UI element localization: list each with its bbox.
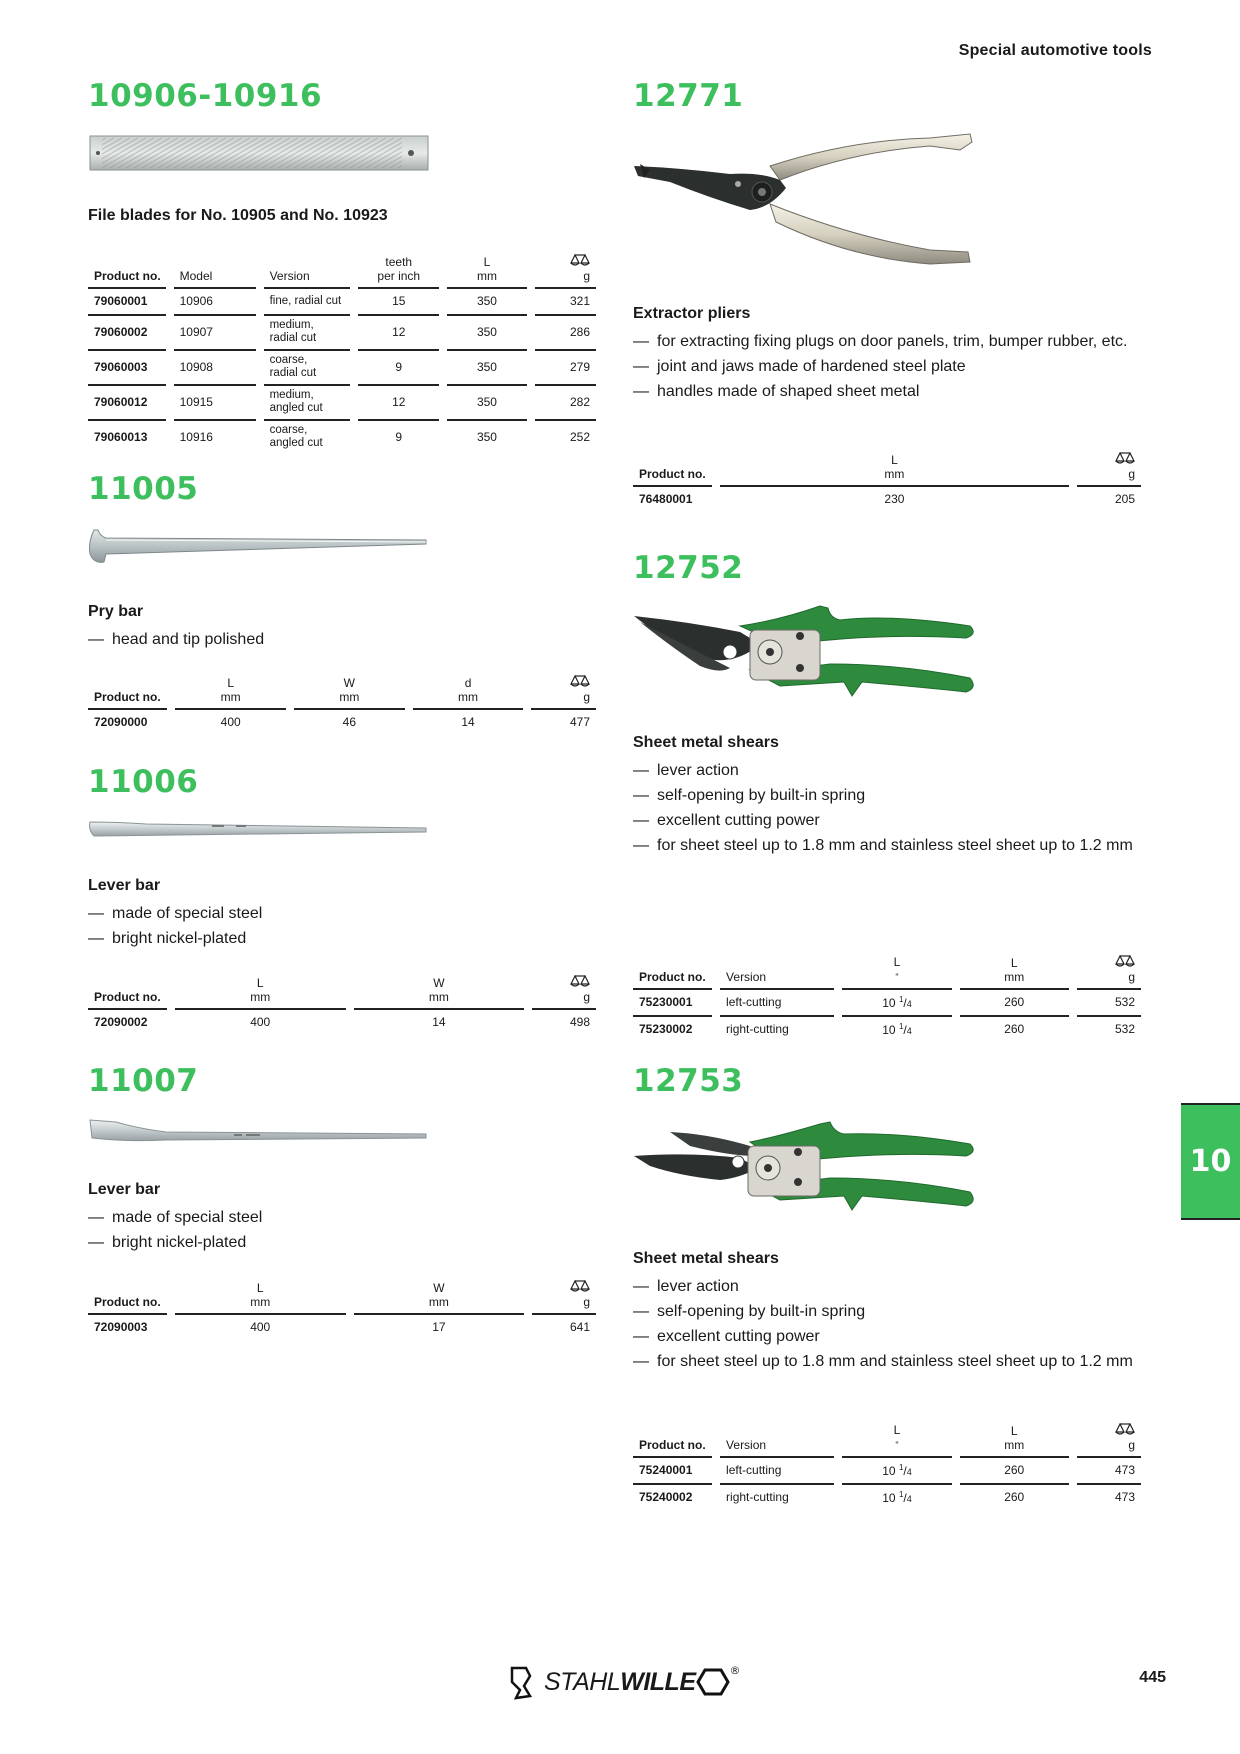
cell-width: 46 bbox=[294, 708, 405, 735]
section-number-10906: 10906-10916 bbox=[88, 78, 323, 114]
list-item: — lever action bbox=[633, 1278, 739, 1295]
product-title-12753: Sheet metal shears bbox=[633, 1250, 779, 1267]
header-length-inch: L " bbox=[893, 955, 901, 982]
table-row bbox=[88, 349, 596, 384]
bullet-list-11005 bbox=[88, 627, 588, 652]
table-row bbox=[88, 1008, 596, 1035]
cell-version: medium, angled cut bbox=[264, 384, 351, 419]
header-version: Version bbox=[726, 1438, 767, 1452]
list-item: — joint and jaws made of hardened steel plate bbox=[633, 358, 966, 375]
table-row bbox=[88, 708, 596, 735]
list-item: — bright nickel-plated bbox=[88, 930, 247, 947]
header-length: L mm bbox=[884, 453, 905, 481]
header-product-no: Product no. bbox=[94, 690, 161, 704]
header-product-no: Product no. bbox=[94, 269, 161, 283]
table-row bbox=[88, 1313, 596, 1340]
cell-width: 17 bbox=[354, 1313, 525, 1340]
list-item: — head and tip polished bbox=[88, 631, 265, 648]
hex-nut-icon bbox=[696, 1664, 730, 1700]
section-number-12753: 12753 bbox=[633, 1063, 744, 1099]
header-product-no: Product no. bbox=[94, 1295, 161, 1309]
spec-table-12753 bbox=[625, 1421, 1149, 1510]
cell-product-no: 79060012 bbox=[88, 384, 166, 419]
cell-product-no: 72090002 bbox=[88, 1008, 167, 1035]
cell-weight: 205 bbox=[1077, 485, 1141, 512]
list-item: — excellent cutting power bbox=[633, 1328, 820, 1345]
chapter-tab: 10 bbox=[1181, 1103, 1240, 1220]
section-number-11007: 11007 bbox=[88, 1063, 199, 1099]
weight-scale-icon bbox=[570, 975, 590, 987]
list-item: — self-opening by built-in spring bbox=[633, 787, 866, 804]
header-length: L mm bbox=[250, 976, 271, 1004]
bullet-list-11006 bbox=[88, 901, 588, 951]
cell-length-mm: 260 bbox=[960, 1483, 1069, 1510]
pry-bar-image bbox=[86, 524, 432, 570]
weight-scale-icon bbox=[570, 254, 590, 266]
cell-length: 230 bbox=[720, 485, 1069, 512]
header-length-mm: L mm bbox=[1004, 1424, 1025, 1452]
cell-version: left-cutting bbox=[720, 988, 834, 1015]
cell-version: right-cutting bbox=[720, 1483, 834, 1510]
cell-product-no: 72090003 bbox=[88, 1313, 167, 1340]
cell-product-no: 79060001 bbox=[88, 287, 166, 314]
header-length: L mm bbox=[220, 676, 241, 704]
weight-scale-icon bbox=[1115, 1423, 1135, 1435]
section-number-12752: 12752 bbox=[633, 550, 744, 586]
list-item: — self-opening by built-in spring bbox=[633, 1303, 866, 1320]
table-row bbox=[88, 314, 596, 349]
cell-product-no: 79060013 bbox=[88, 419, 166, 454]
cell-model: 10915 bbox=[174, 384, 256, 419]
table-row bbox=[88, 287, 596, 314]
header-width: W mm bbox=[428, 1281, 449, 1309]
spec-table-12771 bbox=[625, 450, 1149, 512]
cell-length: 350 bbox=[447, 287, 527, 314]
product-title-11006: Lever bar bbox=[88, 877, 161, 894]
cell-version: fine, radial cut bbox=[264, 287, 351, 314]
cell-product-no: 75230001 bbox=[633, 988, 712, 1015]
cell-length: 350 bbox=[447, 384, 527, 419]
header-product-no: Product no. bbox=[639, 970, 706, 984]
section-number-12771: 12771 bbox=[633, 78, 744, 114]
list-item: — excellent cutting power bbox=[633, 812, 820, 829]
list-item: — for sheet steel up to 1.8 mm and stainless steel sheet up to 1.2 mm bbox=[633, 1353, 1133, 1370]
header-length-mm: L mm bbox=[1004, 956, 1025, 984]
weight-scale-icon bbox=[570, 1280, 590, 1292]
cell-length-mm: 260 bbox=[960, 1456, 1069, 1483]
header-weight: g bbox=[532, 973, 596, 1008]
spec-table-11005 bbox=[80, 673, 604, 735]
header-weight: g bbox=[1077, 953, 1141, 988]
table-row bbox=[633, 1456, 1141, 1483]
stahlwille-logo bbox=[508, 1662, 741, 1702]
bullet-list-12771 bbox=[633, 329, 1153, 404]
cell-product-no: 75230002 bbox=[633, 1015, 712, 1042]
list-item: — made of special steel bbox=[88, 905, 263, 922]
weight-scale-icon bbox=[1115, 955, 1135, 967]
bullet-list-12753 bbox=[633, 1274, 1153, 1374]
cell-product-no: 79060003 bbox=[88, 349, 166, 384]
cell-length: 400 bbox=[175, 1008, 346, 1035]
header-diameter: d mm bbox=[458, 676, 479, 704]
cell-teeth: 9 bbox=[358, 349, 439, 384]
cell-teeth: 15 bbox=[358, 287, 439, 314]
weight-scale-icon bbox=[570, 675, 590, 687]
cell-weight: 473 bbox=[1077, 1456, 1141, 1483]
header-weight: g bbox=[532, 1278, 596, 1313]
cell-length: 400 bbox=[175, 1313, 346, 1340]
table-row bbox=[633, 1483, 1141, 1510]
registered-mark: ® bbox=[729, 1664, 741, 1677]
cell-version: coarse, radial cut bbox=[264, 349, 351, 384]
cell-product-no: 76480001 bbox=[633, 485, 712, 512]
cell-model: 10916 bbox=[174, 419, 256, 454]
weight-scale-icon bbox=[1115, 452, 1135, 464]
cell-version: right-cutting bbox=[720, 1015, 834, 1042]
lever-bar-image-11007 bbox=[86, 1116, 432, 1150]
cell-weight: 321 bbox=[535, 287, 596, 314]
cell-weight: 532 bbox=[1077, 988, 1141, 1015]
table-row bbox=[88, 419, 596, 454]
header-product-no: Product no. bbox=[94, 990, 161, 1004]
spec-table-12752 bbox=[625, 953, 1149, 1042]
spec-table-11007 bbox=[80, 1278, 604, 1340]
cell-length-mm: 260 bbox=[960, 988, 1069, 1015]
section-number-11005: 11005 bbox=[88, 471, 199, 507]
cell-length-inch: 10 $^1$/4 bbox=[842, 1456, 951, 1483]
logo-text-light: STAHL bbox=[544, 1667, 621, 1696]
cell-length-inch: 10 $^1$/4 bbox=[842, 1015, 951, 1042]
list-item: — lever action bbox=[633, 762, 739, 779]
cell-weight: 498 bbox=[532, 1008, 596, 1035]
bullet-list-12752 bbox=[633, 758, 1153, 858]
cell-version: medium, radial cut bbox=[264, 314, 351, 349]
header-width: W mm bbox=[428, 976, 449, 1004]
header-width: W mm bbox=[339, 676, 360, 704]
cell-length: 350 bbox=[447, 349, 527, 384]
page-header-title: Special automotive tools bbox=[958, 42, 1152, 59]
file-blade-image bbox=[88, 134, 430, 174]
list-item: — for extracting fixing plugs on door panels, trim, bumper rubber, etc. bbox=[633, 333, 1128, 350]
cell-product-no: 75240001 bbox=[633, 1456, 712, 1483]
cell-weight: 279 bbox=[535, 349, 596, 384]
header-weight: g bbox=[1077, 1421, 1141, 1456]
cell-version: left-cutting bbox=[720, 1456, 834, 1483]
cell-length-inch: 10 $^1$/4 bbox=[842, 988, 951, 1015]
header-product-no: Product no. bbox=[639, 1438, 706, 1452]
sheet-metal-shears-image-12753 bbox=[630, 1116, 982, 1216]
header-weight: g bbox=[535, 252, 596, 287]
cell-model: 10908 bbox=[174, 349, 256, 384]
section-number-11006: 11006 bbox=[88, 764, 199, 800]
cell-product-no: 79060002 bbox=[88, 314, 166, 349]
table-row bbox=[633, 485, 1141, 512]
cell-teeth: 9 bbox=[358, 419, 439, 454]
cell-product-no: 75240002 bbox=[633, 1483, 712, 1510]
header-product-no: Product no. bbox=[639, 467, 706, 481]
cell-diameter: 14 bbox=[413, 708, 524, 735]
cell-version: coarse, angled cut bbox=[264, 419, 351, 454]
header-length-inch: L " bbox=[893, 1423, 901, 1450]
page-number: 445 bbox=[1139, 1669, 1166, 1686]
extractor-pliers-image bbox=[630, 128, 980, 274]
list-item: — handles made of shaped sheet metal bbox=[633, 383, 920, 400]
lever-bar-image bbox=[86, 818, 432, 844]
sheet-metal-shears-image bbox=[630, 600, 982, 704]
product-title-10906: File blades for No. 10905 and No. 10923 bbox=[88, 207, 388, 224]
cell-teeth: 12 bbox=[358, 314, 439, 349]
spec-table-11006 bbox=[80, 973, 604, 1035]
wrench-logo-icon bbox=[508, 1662, 544, 1702]
table-row bbox=[633, 1015, 1141, 1042]
header-version: Version bbox=[726, 970, 767, 984]
cell-weight: 641 bbox=[532, 1313, 596, 1340]
cell-weight: 473 bbox=[1077, 1483, 1141, 1510]
header-version: Version bbox=[269, 269, 310, 283]
cell-teeth: 12 bbox=[358, 384, 439, 419]
cell-width: 14 bbox=[354, 1008, 525, 1035]
product-title-12771: Extractor pliers bbox=[633, 305, 751, 322]
header-weight: g bbox=[1077, 450, 1141, 485]
cell-product-no: 72090000 bbox=[88, 708, 167, 735]
list-item: — bright nickel-plated bbox=[88, 1234, 247, 1251]
header-weight: g bbox=[531, 673, 596, 708]
cell-length: 350 bbox=[447, 314, 527, 349]
cell-weight: 286 bbox=[535, 314, 596, 349]
product-title-11007: Lever bar bbox=[88, 1181, 161, 1198]
header-length: L mm bbox=[250, 1281, 271, 1309]
cell-length-inch: 10 $^1$/4 bbox=[842, 1483, 951, 1510]
header-model: Model bbox=[179, 269, 213, 283]
cell-weight: 477 bbox=[531, 708, 596, 735]
cell-weight: 282 bbox=[535, 384, 596, 419]
header-teeth: teeth per inch bbox=[377, 255, 421, 283]
cell-model: 10907 bbox=[174, 314, 256, 349]
cell-length: 350 bbox=[447, 419, 527, 454]
bullet-list-11007 bbox=[88, 1205, 588, 1255]
cell-length-mm: 260 bbox=[960, 1015, 1069, 1042]
list-item: — made of special steel bbox=[88, 1209, 263, 1226]
product-title-11005: Pry bar bbox=[88, 603, 144, 620]
cell-model: 10906 bbox=[174, 287, 256, 314]
product-title-12752: Sheet metal shears bbox=[633, 734, 779, 751]
spec-table-10906 bbox=[80, 252, 604, 454]
list-item: — for sheet steel up to 1.8 mm and stainless steel sheet up to 1.2 mm bbox=[633, 837, 1133, 854]
table-row bbox=[633, 988, 1141, 1015]
cell-length: 400 bbox=[175, 708, 286, 735]
header-length: L mm bbox=[476, 255, 497, 283]
cell-weight: 252 bbox=[535, 419, 596, 454]
logo-text-bold: WILLE bbox=[620, 1667, 696, 1696]
table-row bbox=[88, 384, 596, 419]
cell-weight: 532 bbox=[1077, 1015, 1141, 1042]
